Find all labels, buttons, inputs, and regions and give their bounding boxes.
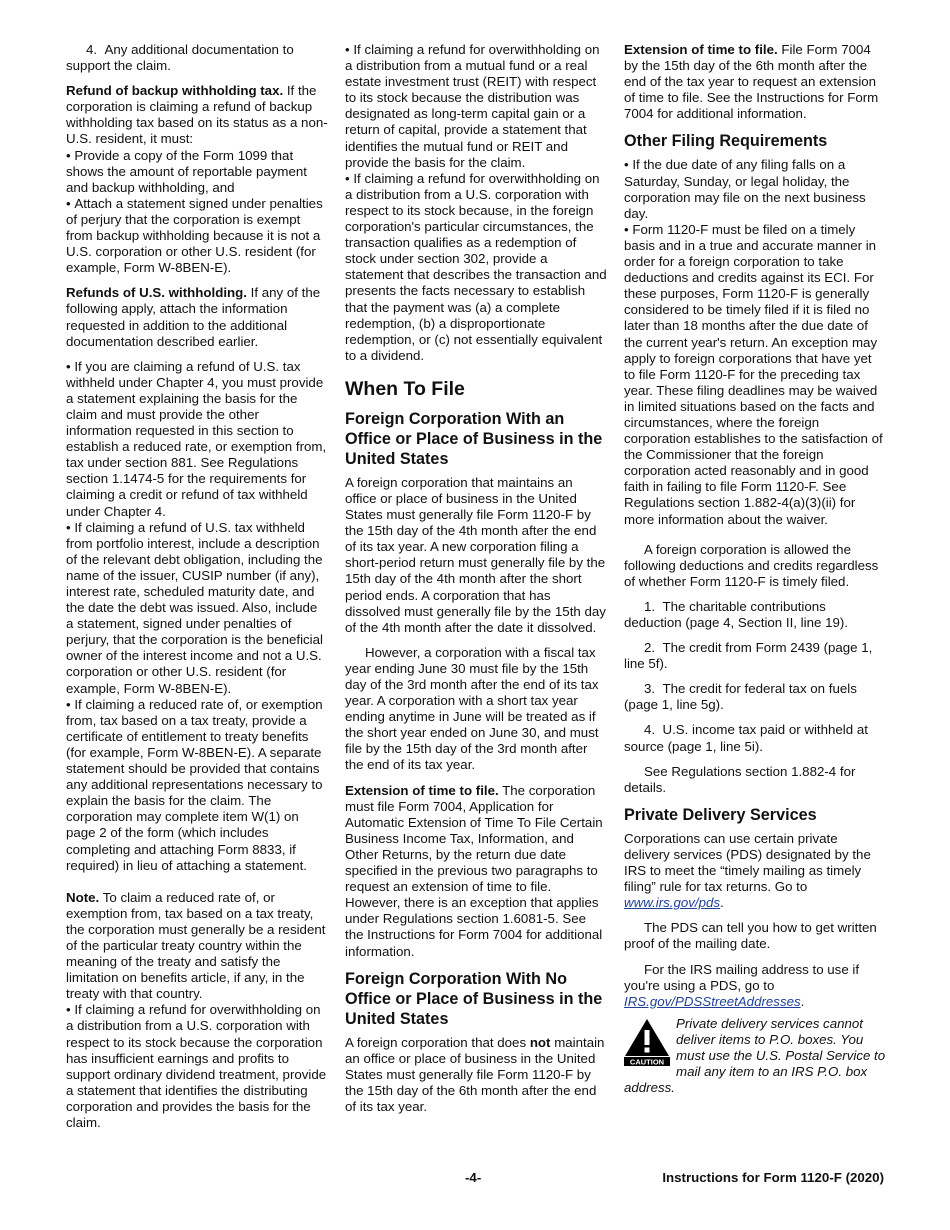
extension-paragraph [345, 783, 607, 960]
page-number: -4- [465, 1170, 482, 1185]
note-text: To claim a reduced rate of, or exemption from, tax based on a tax treaty, the corporation must generally be a resident of the particular treaty country within the meaning of the treaty and satisfy the limitation on benefits article, if any, in the treaty with that country. [66, 889, 326, 1002]
allowed-list-item-3: 3. The credit for federal tax on fuels (page 1, line 5g). [624, 681, 857, 713]
see-regulations: See Regulations section 1.882-4 for details. [624, 763, 856, 795]
extension-text: The corporation must file Form 7004, Application for Automatic Extension of Time To File Certain Business Income Tax, Information, and Other Returns, by the return due date specified in the previous two paragraphs to request an extension of time to file. However, there is an exception that applies under Regulations section 1.6081-5. See the Instructions for Form 7004 for additional information. [345, 782, 603, 959]
column-left [66, 42, 328, 1140]
pds-paragraph-1: Corporations can use certain private delivery services (PDS) designated by the IRS to meet the “timely mailing as timely filing” rule for tax returns. Go to www.irs.gov/pds. [624, 830, 871, 911]
when-to-file-title: When To File [345, 377, 465, 400]
backup-withholding-heading: Refund of backup withholding tax. [66, 83, 284, 99]
pds-paragraph-1-text: Corporations can use certain private delivery services (PDS) designated by the IRS to meet the “timely mailing as timely filing” rule for tax returns. Go to [624, 830, 871, 895]
other-filing-title: Other Filing Requirements [624, 132, 828, 151]
pds-paragraph-3 [624, 962, 886, 994]
pds-paragraph-2: The PDS can tell you how to get written proof of the mailing date. [624, 920, 877, 952]
us-bullet-1: • If you are claiming a refund of U.S. tax withheld under Chapter 4, you must provide a statement explaining the basis for the claim and must provide the other information requested in this section to establish a reduced rate, or exemption from, tax under section 881. See Regulations section 1.1474-5 for the requirements for claiming a credit or refund of tax withheld under Chapter 4. [66, 359, 328, 520]
backup-withholding-paragraph [66, 83, 328, 147]
extension-no-office-text: File Form 7004 by the 15th day of the 6th month after the end of the tax year to request an extension of time to file. See the Instructions for Form 7004 for additional information. [624, 42, 879, 122]
note-paragraph [66, 890, 328, 1003]
backup-bullet-2: • Attach a statement signed under penalties of perjury that the corporation is exempt from backup withholding because it is not a U.S. corporation or other U.S. resident (for example, Form W-8BEN-E). [66, 196, 328, 276]
allowed-list-item-1: 1. The charitable contributions deduction (page 4, Section II, line 19). [624, 598, 848, 630]
column-right [624, 42, 886, 1096]
refund-bullet-redemption: • If claiming a refund for overwithholding on a distribution from a U.S. corporation with respect to its stock because, in the foreign corporation's particular circumstances, the transaction qualifies as a redemption of stock under section 302, provide a statement that describes the transaction and presents the facts necessary to establish that the payment was (a) a complete redemption, (b) a disproportionate redemption, or (c) not essentially equivalent to a dividend. [345, 171, 607, 364]
fc-office-paragraph-1: A foreign corporation that maintains an office or place of business in the United States must generally file Form 1120-F by the 15th day of the 4th month after the end of its tax year. A new corporation filing a short-period return must generally file by the 15th day of the 4th month after the short period ends. A corporation that has dissolved must generally file by the 15th day of the 4th month after the date it dissolved. [345, 474, 606, 635]
doc-item-4: 4. Any additional documentation to support the claim. [66, 42, 294, 74]
note-bullet-1: • If claiming a refund for overwithholding on a distribution from a U.S. corporation with respect to its stock because the corporation has insufficient earnings and profits to support ordinary dividend treatment, provide a statement that identifies the distributing corporation and provides the basis for the claim. [66, 1002, 328, 1131]
fc-no-office-text-a: A foreign corporation that does [345, 1034, 530, 1050]
fc-office-title: Foreign Corporation With an Office or Place of Business in the United States [345, 409, 603, 468]
extension-no-office-heading: Extension of time to file. [624, 42, 778, 57]
other-filing-bullet-2: • Form 1120-F must be filed on a timely basis and in a true and accurate manner in order for a foreign corporation to take deductions and credits against its ECI. For these purposes, Form 1120-F is generally considered to be timely filed if it is filed no later than 18 months after the due date of the current year's return. An exception may apply to foreign corporations that have yet to file Form 1120-F for the preceding tax year. These filing deadlines may be waived in limited situations based on the facts and circumstances, where the foreign corporation establishes to the satisfaction of the Commissioner that the foreign corporation acted reasonably and in good faith in failing to file Form 1120-F. See Regulations section 1.882-4(a)(3)(ii) for more information about the waiver. [624, 222, 886, 528]
refund-bullet-reit: • If claiming a refund for overwithholding on a distribution from a mutual fund or a real estate investment trust (REIT) with respect to its stock because the distribution was designated as long-term capital gain or a return of capital, provide a statement that identifies the mutual fund or REIT and provide the basis for the claim. [345, 42, 607, 171]
pds-street-address-link[interactable]: IRS.gov/PDSStreetAddresses [624, 993, 801, 1009]
us-withholding-text: If any of the following apply, attach the information requested in addition to the additional documentation described earlier. [66, 285, 321, 349]
us-withholding-paragraph [66, 285, 328, 349]
backup-withholding-text: If the corporation is claiming a refund of backup withholding tax based on its status as a non-U.S. resident, it must: [66, 83, 328, 147]
us-bullet-2: • If claiming a refund of U.S. tax withheld from portfolio interest, include a description of the relevant debt obligation, including the name of the issuer, CUSIP number (if any), interest rate, scheduled maturity date, and the date the debt was issued. Also, include a statement, signed under penalties of perjury, that the corporation is the beneficial owner of the interest income and not a U.S. corporation or other U.S. resident (for example, Form W-8BEN-E). [66, 520, 328, 697]
note-heading: Note. [66, 889, 100, 905]
caution-text: Private delivery services cannot deliver items to P.O. boxes. You must use the U.S. Postal Service to mail any item to an IRS P.O. box address. [624, 1015, 886, 1096]
caution-label: CAUTION [629, 1057, 665, 1066]
caution-box [624, 1016, 886, 1096]
other-filing-bullet-1: • If the due date of any filing falls on a Saturday, Sunday, or legal holiday, the corporation may file on the next business day. [624, 157, 886, 221]
pds-link[interactable]: www.irs.gov/pds [624, 895, 721, 911]
us-bullet-3: • If claiming a reduced rate of, or exemption from, tax based on a tax treaty, provide a certificate of entitlement to treaty benefits (for example, Form W-8BEN-E). A separate statement should be provided that contains any additional representations necessary to explain the basis for the claim. The corporation may complete item W(1) on page 2 of the form (which includes completing and attaching Form 8833, if required) in lieu of attaching a statement. [66, 697, 328, 874]
extension-no-office-paragraph [624, 42, 886, 122]
us-withholding-heading: Refunds of U.S. withholding. [66, 285, 247, 301]
allowed-list-item-2: 2. The credit from Form 2439 (page 1, line 5f). [624, 640, 873, 672]
fc-office-paragraph-2: However, a corporation with a fiscal tax year ending June 30 must file by the 15th day of the 3rd month after the end of its tax year. A corporation with a short tax year ending anytime in June will be treated as if the short year ended on June 30, and must file by the 15th day of the 3rd month after the end of its tax year. [345, 644, 599, 773]
fc-no-office-text-c: maintain an office or place of business in the United States must generally file Form 1120-F by the 15th day of the 6th month after the end of its tax year. [345, 1034, 605, 1114]
column-middle [345, 42, 607, 1124]
pds-link-line: IRS.gov/PDSStreetAddresses. [624, 993, 805, 1009]
backup-bullet-1: • Provide a copy of the Form 1099 that shows the amount of reportable payment and backup withholding, and [66, 148, 328, 196]
fc-no-office-emphasis: not [529, 1034, 551, 1050]
caution-icon [624, 1018, 670, 1066]
fc-no-office-title: Foreign Corporation With No Office or Place of Business in the United States [345, 969, 603, 1028]
pds-title: Private Delivery Services [624, 805, 817, 824]
allowed-list-item-4: 4. U.S. income tax paid or withheld at source (page 1, line 5i). [624, 722, 868, 754]
extension-heading: Extension of time to file. [345, 782, 499, 798]
allowed-paragraph: A foreign corporation is allowed the following deductions and credits regardless of whether Form 1120-F is timely filed. [624, 541, 879, 589]
document-title: Instructions for Form 1120-F (2020) [662, 1170, 884, 1185]
pds-paragraph-3-text: For the IRS mailing address to use if you're using a PDS, go to [624, 961, 860, 993]
fc-no-office-paragraph [345, 1035, 607, 1115]
